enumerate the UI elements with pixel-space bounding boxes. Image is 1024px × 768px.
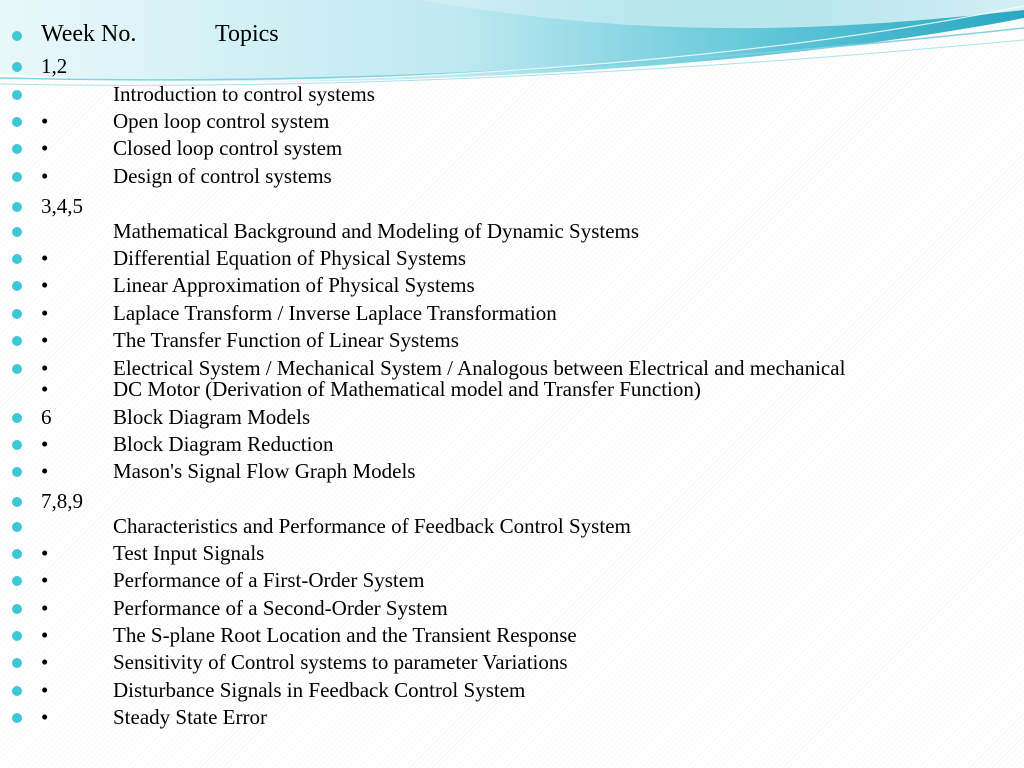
- outline-row: [0, 300, 1000, 327]
- topic-cell: Closed loop control system: [113, 136, 343, 160]
- week-cell: •: [41, 678, 49, 702]
- week-cell: 1,2: [41, 54, 68, 78]
- week-cell: •: [41, 136, 49, 160]
- outline-row: [0, 108, 1000, 135]
- week-cell: 6: [41, 405, 52, 429]
- week-cell: •: [41, 109, 49, 133]
- bullet-icon: [12, 658, 22, 668]
- bullet-icon: [12, 713, 22, 723]
- week-column-heading: Week No.: [41, 21, 137, 47]
- week-cell: •: [41, 273, 49, 297]
- bullet-icon: [12, 172, 22, 182]
- bullet-icon: [12, 576, 22, 586]
- bullet-icon: [12, 281, 22, 291]
- topic-cell: Block Diagram Reduction: [113, 432, 334, 456]
- bullet-icon: [12, 202, 22, 212]
- outline-row: [0, 376, 1000, 403]
- outline-row: [0, 431, 1000, 458]
- bullet-icon: [12, 467, 22, 477]
- week-cell: •: [41, 356, 49, 380]
- topic-cell: Performance of a Second-Order System: [113, 596, 448, 620]
- bullet-icon: [12, 31, 22, 41]
- topic-cell: Performance of a First-Order System: [113, 568, 425, 592]
- topic-cell: Differential Equation of Physical Systems: [113, 246, 467, 270]
- week-cell: •: [41, 246, 49, 270]
- topic-cell: Open loop control system: [113, 109, 330, 133]
- outline-row: [0, 513, 1000, 540]
- bullet-icon: [12, 364, 22, 374]
- outline-row: [0, 595, 1000, 622]
- bullet-icon: [12, 336, 22, 346]
- week-cell: 7,8,9: [41, 489, 83, 513]
- bullet-icon: [12, 440, 22, 450]
- week-cell: •: [41, 328, 49, 352]
- outline-row: [0, 53, 1000, 80]
- topic-cell: Characteristics and Performance of Feedback Control System: [113, 514, 631, 538]
- week-cell: •: [41, 377, 49, 401]
- week-cell: •: [41, 623, 49, 647]
- bullet-icon: [12, 117, 22, 127]
- week-cell: 3,4,5: [41, 194, 83, 218]
- bullet-icon: [12, 631, 22, 641]
- topics-column-heading: Topics: [215, 21, 279, 47]
- outline-row: [0, 272, 1000, 299]
- topic-cell: Mathematical Background and Modeling of Dynamic Systems: [113, 219, 640, 243]
- topic-cell: Test Input Signals: [113, 541, 265, 565]
- outline-row: [0, 218, 1000, 245]
- week-cell: •: [41, 432, 49, 456]
- topic-cell: Electrical System / Mechanical System / Analogous between Electrical and mechanical: [113, 356, 846, 380]
- week-cell: •: [41, 705, 49, 729]
- outline-row: [0, 622, 1000, 649]
- outline-row: [0, 404, 1000, 431]
- bullet-icon: [12, 522, 22, 532]
- outline-row: [0, 135, 1000, 162]
- outline-row: [0, 245, 1000, 272]
- outline-row: [0, 540, 1000, 567]
- topic-cell: Introduction to control systems: [113, 82, 375, 106]
- topic-cell: The S-plane Root Location and the Transient Response: [113, 623, 577, 647]
- outline-row: [0, 327, 1000, 354]
- topic-cell: DC Motor (Derivation of Mathematical model and Transfer Function): [113, 377, 701, 401]
- outline-row: [0, 81, 1000, 108]
- outline-row: [0, 649, 1000, 676]
- outline-row: [0, 488, 1000, 515]
- bullet-icon: [12, 254, 22, 264]
- topic-cell: The Transfer Function of Linear Systems: [113, 328, 459, 352]
- outline-row: [0, 458, 1000, 485]
- outline-row: [0, 704, 1000, 731]
- bullet-icon: [12, 144, 22, 154]
- week-cell: •: [41, 459, 49, 483]
- outline-row: [0, 193, 1000, 220]
- bullet-icon: [12, 62, 22, 72]
- topic-cell: Laplace Transform / Inverse Laplace Transformation: [113, 301, 557, 325]
- week-cell: •: [41, 650, 49, 674]
- topic-cell: Block Diagram Models: [113, 405, 311, 429]
- week-cell: •: [41, 164, 49, 188]
- bullet-icon: [12, 413, 22, 423]
- week-cell: •: [41, 541, 49, 565]
- topic-cell: Sensitivity of Control systems to parameter Variations: [113, 650, 568, 674]
- outline-row: [0, 677, 1000, 704]
- bullet-icon: [12, 686, 22, 696]
- topic-cell: Disturbance Signals in Feedback Control System: [113, 678, 526, 702]
- bullet-icon: [12, 549, 22, 559]
- outline-row: [0, 567, 1000, 594]
- bullet-icon: [12, 90, 22, 100]
- week-cell: •: [41, 301, 49, 325]
- bullet-icon: [12, 497, 22, 507]
- topic-cell: Steady State Error: [113, 705, 267, 729]
- bullet-icon: [12, 309, 22, 319]
- week-cell: •: [41, 596, 49, 620]
- topic-cell: Design of control systems: [113, 164, 332, 188]
- bullet-icon: [12, 604, 22, 614]
- outline-row: [0, 163, 1000, 190]
- topic-cell: Mason's Signal Flow Graph Models: [113, 459, 416, 483]
- header-row: [0, 21, 1000, 48]
- topic-cell: Linear Approximation of Physical Systems: [113, 273, 475, 297]
- week-cell: •: [41, 568, 49, 592]
- bullet-icon: [12, 227, 22, 237]
